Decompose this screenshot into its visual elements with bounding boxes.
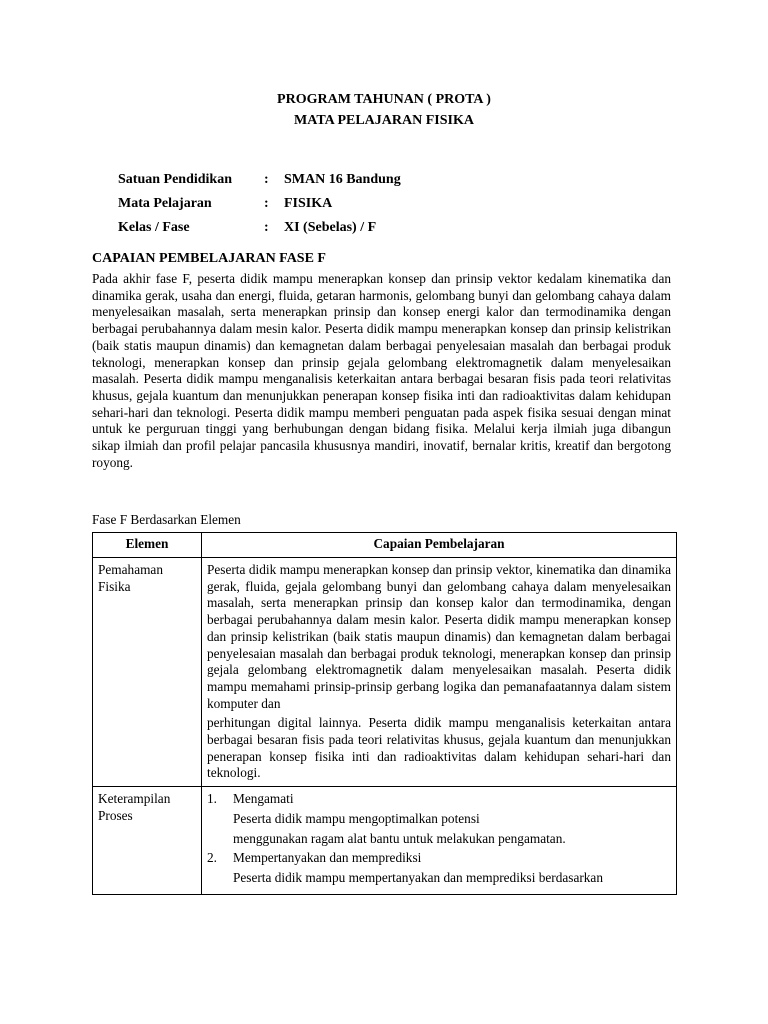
info-label: Mata Pelajaran [118, 196, 212, 211]
capaian-text-a: Peserta didik mampu menerapkan konsep dan prinsip vektor, kinematika dan dinamika gerak, fluida, gejala gelombang bunyi dan gelombang cahaya dalam menyelesaikan masalah, serta menerapkan prinsip dan konsep kalor dan termodinamika, dengan berbagai perubahannya dalam mesin kalor. Peserta didik mampu menerapkan konsep dan prinsip kelistrikan (baik statis maupun dinamis) dan kemagnetan dalam berbagai penyelesaian masalah dan berbagai produk teknologi, menerapkan konsep dan prinsip gejala gelombang elektromagnetik dalam menyelesaikan masalah. Peserta didik mampu memahami prinsip-prinsip gerbang logika dan pemanafaatannya dalam sistem komputer dan [207, 562, 671, 711]
info-colon: : [264, 172, 269, 187]
table-header-row [93, 533, 677, 558]
list-item-title: Mempertanyakan dan memprediksi [233, 850, 422, 866]
info-row-kelas [118, 218, 401, 242]
list-item-title: Mengamati [233, 791, 294, 807]
header-capaian: Capaian Pembelajaran [202, 533, 677, 558]
capaian-cell [202, 558, 677, 787]
identity-block [118, 170, 401, 242]
info-value: XI (Sebelas) / F [284, 220, 377, 235]
header-elemen: Elemen [93, 533, 202, 558]
elemen-cell: Keterampilan Proses [93, 787, 202, 895]
info-value: SMAN 16 Bandung [284, 172, 401, 187]
elemen-cell: Pemahaman Fisika [93, 558, 202, 787]
section-heading: CAPAIAN PEMBELAJARAN FASE F [92, 251, 326, 266]
table-row [93, 558, 677, 787]
info-row-mapel [118, 194, 401, 218]
document-subtitle: MATA PELAJARAN FISIKA [294, 113, 474, 128]
capaian-paragraph: Pada akhir fase F, peserta didik mampu menerapkan konsep dan prinsip vektor kedalam kinematika dan dinamika gerak, usaha dan energi, fluida, getaran harmonis, gelombang bunyi dan gelombang cahaya dalam menyelesaikan masalah, serta menerapkan prinsip dan konsep energi kalor dan termodinamika dengan berbagai perubahannya dalam mesin kalor. Peserta didik mampu menerapkan konsep dan prinsip kelistrikan (baik statis maupun dinamis) dan kemagnetan dalam berbagai penyelesaian masalah dan berbagai produk teknologi, menerapkan konsep dan prinsip gejala gelombang elektromagnetik dalam menyelesaikan masalah. Peserta didik mampu menganalisis keterkaitan antara berbagai besaran fisis pada teori relativitas khusus, gejala kuantum dan menunjukkan penerapan konsep fisika inti dan radioaktivitas dalam kehidupan sehari-hari dan teknologi. Peserta didik mampu memberi penguatan pada aspek fisika sesuai dengan minat untuk ke perguruan tinggi yang berhubungan dengan bidang fisika. Melalui kerja ilmiah juga dibangun sikap ilmiah dan profil pelajar pancasila khususnya mandiri, inovatif, bernalar kritis, kreatif dan bergotong royong. [92, 271, 671, 470]
list-item [207, 850, 671, 886]
info-value: FISIKA [284, 196, 333, 211]
list-item [207, 791, 671, 847]
table-caption: Fase F Berdasarkan Elemen [92, 512, 241, 527]
info-row-satuan [118, 170, 401, 194]
document-title: PROGRAM TAHUNAN ( PROTA ) [277, 92, 491, 107]
list-item-detail: menggunakan ragam alat bantu untuk melakukan pengamatan. [233, 830, 566, 846]
capaian-text-b: perhitungan digital lainnya. Peserta didik mampu menganalisis keterkaitan antara berbagai besaran fisis pada teori relativitas khusus, gejala kuantum dan menunjukkan penerapan konsep fisika inti dan radioaktivitas dalam kehidupan sehari-hari dan teknologi. [207, 715, 671, 781]
list-number: 1. [207, 791, 217, 807]
list-item-detail: Peserta didik mampu mengoptimalkan potensi [233, 810, 480, 826]
info-colon: : [264, 220, 269, 235]
info-label: Satuan Pendidikan [118, 172, 232, 187]
elemen-table [92, 532, 677, 895]
capaian-cell [202, 787, 677, 895]
info-label: Kelas / Fase [118, 220, 190, 235]
list-item-detail: Peserta didik mampu mempertanyakan dan memprediksi berdasarkan [233, 869, 603, 885]
process-list [207, 791, 671, 887]
info-colon: : [264, 196, 269, 211]
table-row [93, 787, 677, 895]
list-number: 2. [207, 850, 217, 866]
